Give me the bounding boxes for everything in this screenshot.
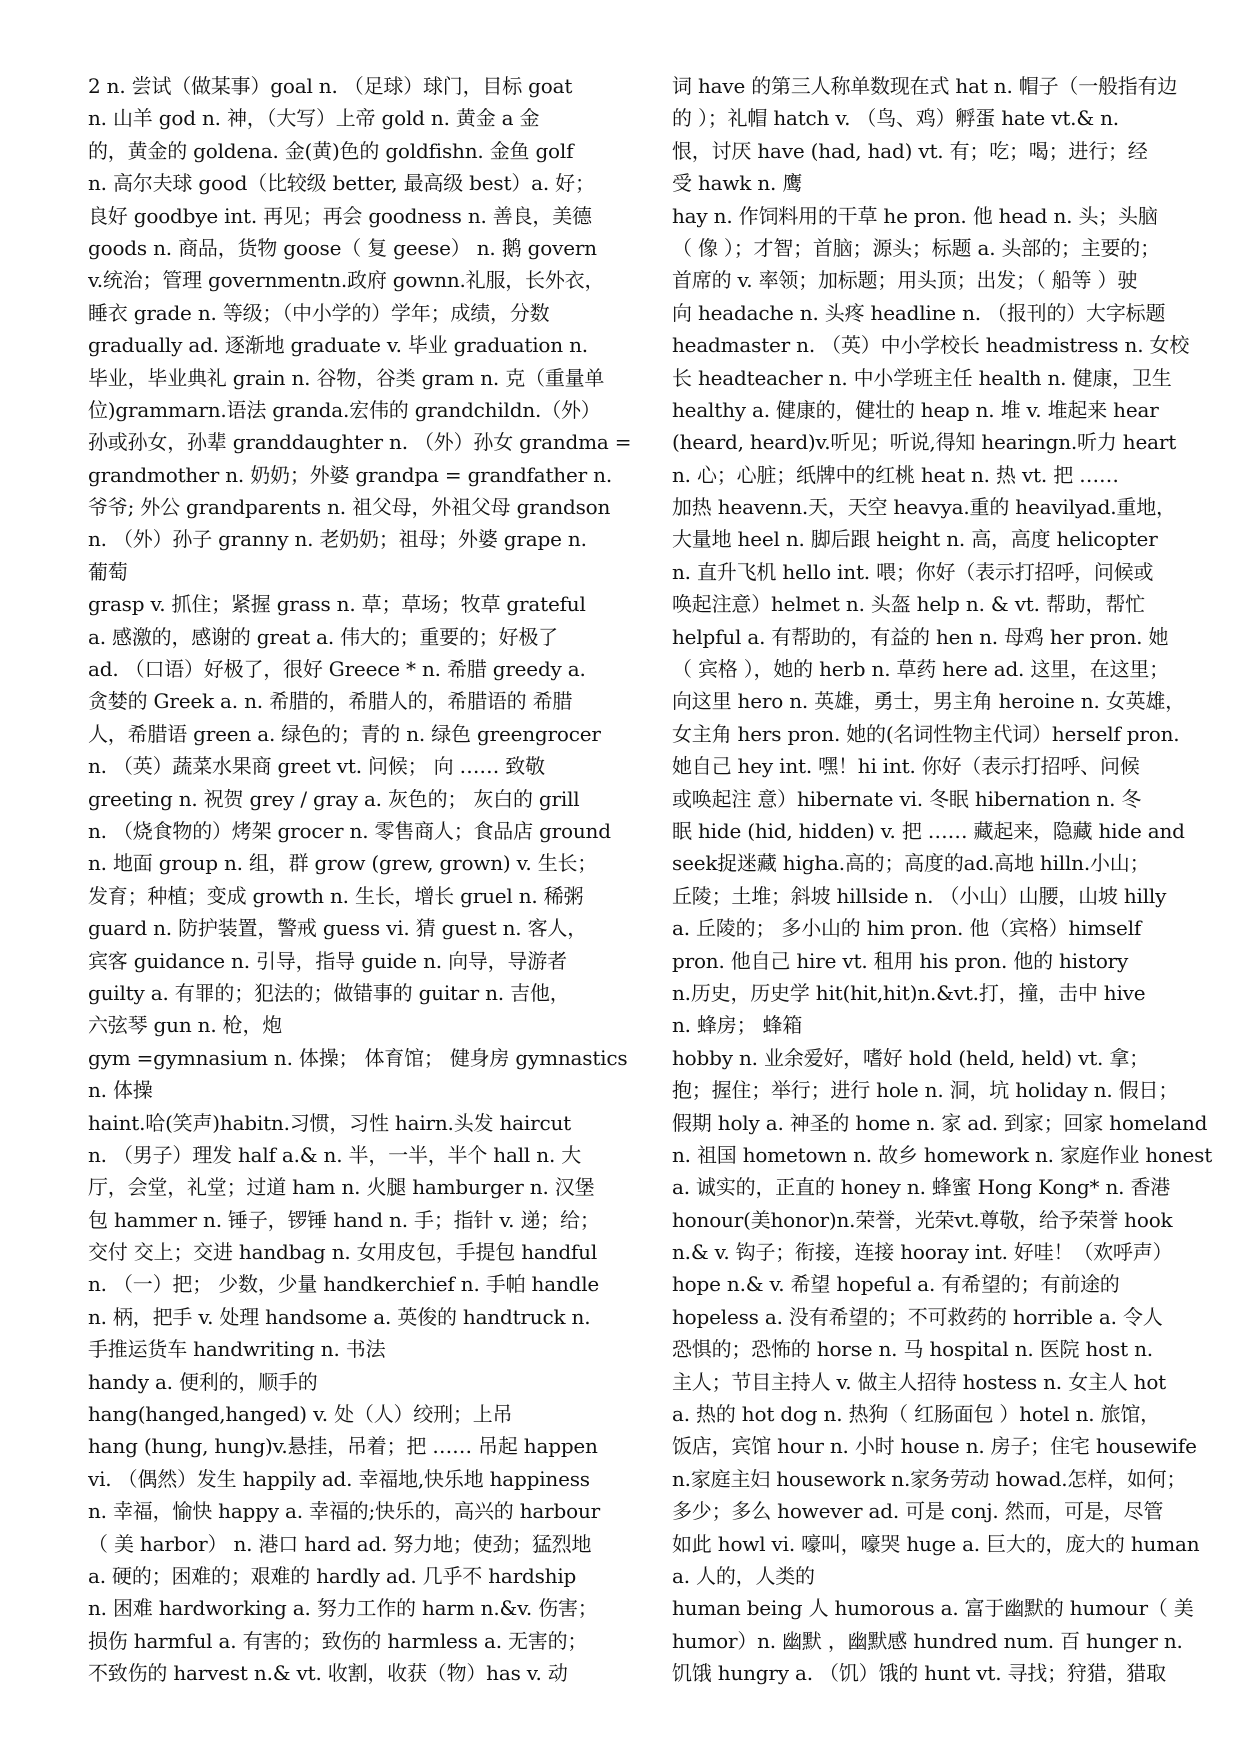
right-column-line: hope n.& v. 希望 hopeful a. 有希望的；有前途的 <box>672 1272 1120 1297</box>
left-column-line: 六弦琴 gun n. 枪，炮 <box>88 1013 283 1038</box>
left-column-line: 贪婪的 Greek a. n. 希腊的，希腊人的，希腊语的 希腊 <box>88 689 573 714</box>
left-column-line: guilty a. 有罪的；犯法的；做错事的 guitar n. 吉他， <box>88 980 570 1005</box>
left-column-line: 厅，会堂，礼堂；过道 ham n. 火腿 hamburger n. 汉堡 <box>88 1175 595 1200</box>
right-column-line: hopeless a. 没有希望的；不可救药的 horrible a. 令人 <box>672 1304 1163 1329</box>
left-column-line: 损伤 harmful a. 有害的；致伤的 harmless a. 无害的； <box>88 1628 588 1653</box>
right-column-line: 饭店，宾馆 hour n. 小时 house n. 房子；住宅 housewife <box>672 1434 1197 1459</box>
left-column-line: n. （烧食物的）烤架 grocer n. 零售商人；食品店 ground <box>88 818 611 843</box>
right-column-line: hay n. 作饲料用的干草 he pron. 他 head n. 头；头脑 <box>672 203 1158 228</box>
right-column-line: 词 have 的第三人称单数现在式 hat n. 帽子（一般指有边 <box>672 74 1178 98</box>
left-column-line: n. （英）蔬菜水果商 greet vt. 问候； 向 …… 致敬 <box>88 754 545 779</box>
left-column-line: 发育；种植；变成 growth n. 生长，增长 gruel n. 稀粥 <box>88 883 584 908</box>
right-column-line: 主人；节目主持人 v. 做主人招待 hostess n. 女主人 hot <box>672 1369 1167 1394</box>
left-column-line: 位)grammarn.语法 granda.宏伟的 grandchildn.（外） <box>88 397 601 422</box>
left-column-line: n. 幸福，愉快 happy a. 幸福的;快乐的，高兴的 harbour <box>88 1499 601 1524</box>
right-column-line: n.家庭主妇 housework n.家务劳动 howad.怎样，如何； <box>672 1466 1187 1491</box>
left-column-line: greeting n. 祝贺 grey / gray a. 灰色的； 灰白的 grill <box>88 786 580 811</box>
right-column-line: a. 热的 hot dog n. 热狗（ 红肠面包 ）hotel n. 旅馆， <box>672 1402 1160 1427</box>
left-column-line: a. 硬的；困难的；艰难的 hardly ad. 几乎不 hardship <box>88 1563 577 1588</box>
left-column-line: gym =gymnasium n. 体操； 体育馆； 健身房 gymnastics <box>88 1045 628 1070</box>
right-column-line: 女主角 hers pron. 她的(名词性物主代词）herself pron. <box>672 721 1180 746</box>
right-column-line: n. 蜂房； 蜂箱 <box>672 1013 803 1038</box>
left-column-line: n. 体操 <box>88 1078 153 1103</box>
right-column-line: healthy a. 健康的，健壮的 heap n. 堆 v. 堆起来 hear <box>672 397 1159 422</box>
right-column-line: n.& v. 钩子；衔接，连接 hooray int. 好哇！（欢呼声） <box>672 1240 1173 1265</box>
left-column-line: n. （男子）理发 half a.& n. 半，一半，半个 hall n. 大 <box>88 1142 582 1167</box>
right-column <box>672 70 1234 1690</box>
right-column-line: 假期 holy a. 神圣的 home n. 家 ad. 到家；回家 homeland <box>672 1110 1208 1135</box>
left-column-line: n. 山羊 god n. 神，（大写）上帝 gold n. 黄金 a 金 <box>88 106 540 131</box>
left-column-line: 的，黄金的 goldena. 金(黄)色的 goldfishn. 金鱼 golf <box>88 138 574 163</box>
left-column-line: 毕业，毕业典礼 grain n. 谷物，谷类 gram n. 克（重量单 <box>88 365 605 390</box>
right-column-line: 大量地 heel n. 脚后跟 height n. 高，高度 helicopter <box>672 527 1158 552</box>
left-column-line: 睡衣 grade n. 等级；（中小学的）学年；成绩，分数 <box>88 300 550 325</box>
right-column-line: （ 宾格 ），她的 herb n. 草药 here ad. 这里，在这里； <box>672 657 1169 682</box>
left-column-line: n. 柄，把手 v. 处理 handsome a. 英俊的 handtruck n. <box>88 1304 591 1329</box>
right-column-line: a. 诚实的，正直的 honey n. 蜂蜜 Hong Kong* n. 香港 <box>672 1175 1171 1200</box>
right-column-line: 眠 hide (hid, hidden) v. 把 …… 藏起来，隐藏 hide and <box>672 818 1185 843</box>
right-column-line: helpful a. 有帮助的，有益的 hen n. 母鸡 her pron. 她 <box>672 624 1169 649</box>
left-column-line: n. 地面 group n. 组，群 grow (grew, grown) v. 生长； <box>88 851 598 876</box>
right-column-line: n. 心；心脏；纸牌中的红桃 heat n. 热 vt. 把 …… <box>672 462 1119 487</box>
left-column-line: 宾客 guidance n. 引导，指导 guide n. 向导，导游者 <box>88 948 567 973</box>
right-column-line: 抱；握住；举行；进行 hole n. 洞，坑 holiday n. 假日； <box>672 1078 1179 1103</box>
right-column-line: 唤起注意）helmet n. 头盔 help n. & vt. 帮助，帮忙 <box>672 592 1145 617</box>
left-column-line: 不致伤的 harvest n.& vt. 收割，收获（物）has v. 动 <box>88 1661 568 1686</box>
right-column-line: headmaster n. （英）中小学校长 headmistress n. 女校 <box>672 333 1190 358</box>
left-column-line: guard n. 防护装置，警戒 guess vi. 猜 guest n. 客人， <box>88 916 588 941</box>
right-column-line: 或唤起注 意）hibernate vi. 冬眠 hibernation n. 冬 <box>672 786 1142 811</box>
right-column-line: n.历史，历史学 hit(hit,hit)n.&vt.打，撞，击中 hive <box>672 980 1146 1005</box>
left-column-line: grasp v. 抓住；紧握 grass n. 草；草场；牧草 grateful <box>88 592 586 617</box>
right-column-line: human being 人 humorous a. 富于幽默的 humour（ 美 <box>672 1596 1194 1621</box>
left-column-line: goods n. 商品，货物 goose（ 复 geese） n. 鹅 govern <box>88 235 597 260</box>
right-column-line: 恨，讨厌 have (had, had) vt. 有；吃；喝；进行；经 <box>672 138 1148 163</box>
left-column <box>88 70 660 1690</box>
right-column-line: 的 ）；礼帽 hatch v. （鸟、鸡）孵蛋 hate vt.& n. <box>672 106 1119 131</box>
right-column-line: 向这里 hero n. 英雄，勇士，男主角 heroine n. 女英雄， <box>672 689 1185 714</box>
right-column-line: humor）n. 幽默 ，幽默感 hundred num. 百 hunger n. <box>672 1628 1183 1653</box>
right-column-line: 长 headteacher n. 中小学班主任 health n. 健康，卫生 <box>672 365 1172 390</box>
right-column-line: n. 直升飞机 hello int. 喂；你好（表示打招呼，问候或 <box>672 559 1154 584</box>
right-column-line: （ 像 ）；才智；首脑；源头；标题 a. 头部的；主要的； <box>672 235 1160 260</box>
right-column-line: 如此 howl vi. 嚎叫，嚎哭 huge a. 巨大的，庞大的 human <box>672 1531 1200 1556</box>
left-column-line: v.统治；管理 governmentn.政府 gownn.礼服，长外衣， <box>88 268 605 293</box>
right-column-line: seek捉迷藏 higha.高的；高度的ad.高地 hilln.小山； <box>672 851 1150 876</box>
right-column-line: a. 丘陵的； 多小山的 him pron. 他（宾格）himself <box>672 916 1142 941</box>
left-column-line: 2 n. 尝试（做某事）goal n. （足球）球门，目标 goat <box>88 74 573 98</box>
left-column-line: 人，希腊语 green a. 绿色的；青的 n. 绿色 greengrocer <box>88 721 601 746</box>
right-column-line: a. 人的，人类的 <box>672 1563 815 1588</box>
left-column-line: n. 困难 hardworking a. 努力工作的 harm n.&v. 伤害； <box>88 1596 598 1621</box>
left-column-line: vi. （偶然）发生 happily ad. 幸福地,快乐地 happiness <box>88 1466 590 1491</box>
right-column-line: 首席的 v. 率领；加标题；用头顶；出发；（ 船等 ）驶 <box>672 268 1138 293</box>
right-column-line: honour(美honor)n.荣誉，光荣vt.尊敬，给予荣誉 hook <box>672 1207 1173 1232</box>
left-column-line: 葡萄 <box>88 559 128 584</box>
left-column-line: gradually ad. 逐渐地 graduate v. 毕业 graduation n. <box>88 333 588 358</box>
left-column-line: n. 高尔夫球 good（比较级 better, 最高级 best）a. 好； <box>88 171 595 196</box>
left-column-line: 包 hammer n. 锤子，锣锤 hand n. 手；指针 v. 递；给； <box>88 1207 600 1232</box>
left-column-line: grandmother n. 奶奶；外婆 grandpa = grandfather n. <box>88 462 612 487</box>
right-column-line: 饥饿 hungry a. （饥）饿的 hunt vt. 寻找；狩猎，猎取 <box>672 1661 1166 1686</box>
left-column-line: handy a. 便利的，顺手的 <box>88 1369 318 1394</box>
left-column-line: a. 感激的，感谢的 great a. 伟大的；重要的；好极了 <box>88 624 558 649</box>
right-column-line: n. 祖国 hometown n. 故乡 homework n. 家庭作业 honest <box>672 1142 1213 1167</box>
left-column-line: n. （外）孙子 granny n. 老奶奶；祖母；外婆 grape n. <box>88 527 587 552</box>
left-column-line: 孙或孙女，孙辈 granddaughter n. （外）孙女 grandma = <box>88 430 632 455</box>
right-column-line: hobby n. 业余爱好，嗜好 hold (held, held) vt. 拿； <box>672 1045 1149 1070</box>
left-column-line: haint.哈(笑声)habitn.习惯，习性 hairn.头发 haircut <box>88 1110 571 1135</box>
right-column-line: 恐惧的；恐怖的 horse n. 马 hospital n. 医院 host n. <box>672 1337 1153 1362</box>
right-column-line: 向 headache n. 头疼 headline n. （报刊的）大字标题 <box>672 300 1166 325</box>
right-column-line: 受 hawk n. 鹰 <box>672 171 803 196</box>
right-column-line: pron. 他自己 hire vt. 租用 his pron. 他的 history <box>672 948 1129 973</box>
left-column-line: 手推运货车 handwriting n. 书法 <box>88 1337 386 1362</box>
left-column-line: （ 美 harbor） n. 港口 hard ad. 努力地；使劲；猛烈地 <box>88 1531 592 1556</box>
left-column-line: hang(hanged,hanged) v. 处（人）绞刑；上吊 <box>88 1402 513 1427</box>
left-column-line: 交付 交上；交进 handbag n. 女用皮包，手提包 handful <box>88 1240 598 1265</box>
right-column-line: 丘陵；土堆；斜坡 hillside n. （小山）山腰，山坡 hilly <box>672 883 1167 908</box>
right-column-line: 加热 heavenn.天，天空 heavya.重的 heavilyad.重地， <box>672 495 1176 520</box>
left-column-line: n. （一）把； 少数，少量 handkerchief n. 手帕 handle <box>88 1272 600 1297</box>
right-column-line: 多少；多么 however ad. 可是 conj. 然而，可是，尽管 <box>672 1499 1164 1524</box>
right-column-line: (heard, heard)v.听见；听说,得知 hearingn.听力 heart <box>672 430 1177 455</box>
left-column-line: ad. （口语）好极了，很好 Greece * n. 希腊 greedy a. <box>88 657 586 682</box>
left-column-line: 爷爷; 外公 grandparents n. 祖父母，外祖父母 grandson <box>88 495 611 520</box>
right-column-line: 她自己 hey int. 嘿！hi int. 你好（表示打招呼、问候 <box>672 754 1140 779</box>
left-column-line: hang (hung, hung)v.悬挂，吊着；把 …… 吊起 happen <box>88 1434 598 1459</box>
left-column-line: 良好 goodbye int. 再见；再会 goodness n. 善良，美德 <box>88 203 592 228</box>
